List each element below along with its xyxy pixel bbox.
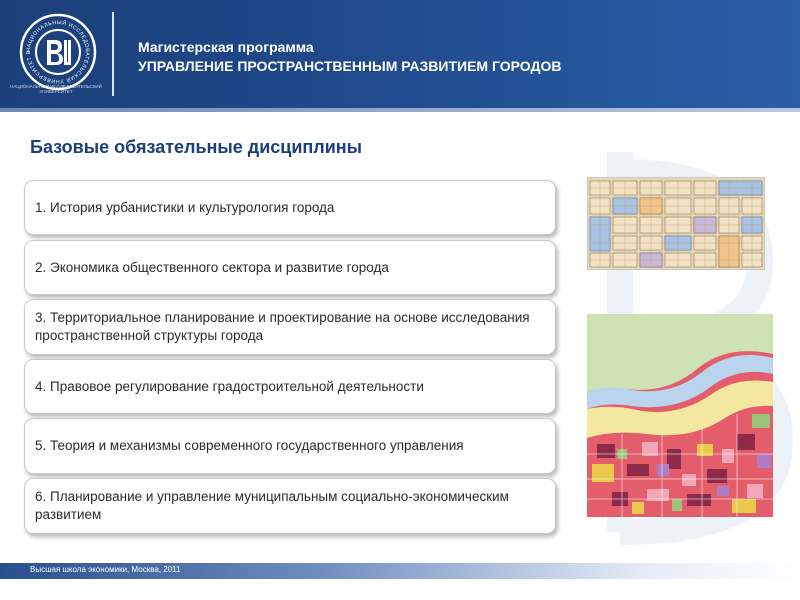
logo-ring-text: НАЦИОНАЛЬНЫЙ ИССЛЕДОВАТЕЛЬСКИЙ УНИВЕРСИТЕТ В (25, 19, 91, 85)
discipline-item-1 (24, 180, 556, 235)
discipline-label: 4. Правовое регулирование градостроительной деятельности (35, 378, 424, 394)
program-subtitle: Магистерская программа (138, 39, 314, 55)
discipline-item-6 (24, 478, 556, 534)
discipline-item-2 (24, 240, 556, 295)
program-name: УПРАВЛЕНИЕ ПРОСТРАНСТВЕННЫМ РАЗВИТИЕМ ГОРОДОВ (138, 58, 562, 74)
discipline-label: 2. Экономика общественного сектора и развитие города (35, 259, 389, 275)
discipline-item-4 (24, 359, 556, 414)
section-heading: Базовые обязательные дисциплины (30, 137, 363, 157)
header-bar (0, 0, 800, 108)
program-title (138, 38, 561, 76)
city-plan-map (587, 177, 765, 270)
footer-copyright: Высшая школа экономики, Москва, 2011 (30, 565, 181, 574)
logo-caption: НАЦИОНАЛЬНЫЙ ИССЛЕДОВАТЕЛЬСКИЙ УНИВЕРСИТЕТ (10, 84, 102, 94)
discipline-label: 6. Планирование и управление муниципальным социально-экономическим развитием (35, 489, 509, 522)
discipline-item-5 (24, 418, 556, 474)
discipline-label: 3. Территориальное планирование и проектирование на основе исследования пространственной структуры города (35, 310, 530, 343)
discipline-item-3 (24, 299, 556, 355)
land-use-map (587, 314, 773, 517)
discipline-label: 5. Теория и механизмы современного государственного управления (35, 438, 464, 453)
header-divider (112, 12, 114, 96)
discipline-label: 1. История урбанистики и культурология города (35, 199, 335, 215)
